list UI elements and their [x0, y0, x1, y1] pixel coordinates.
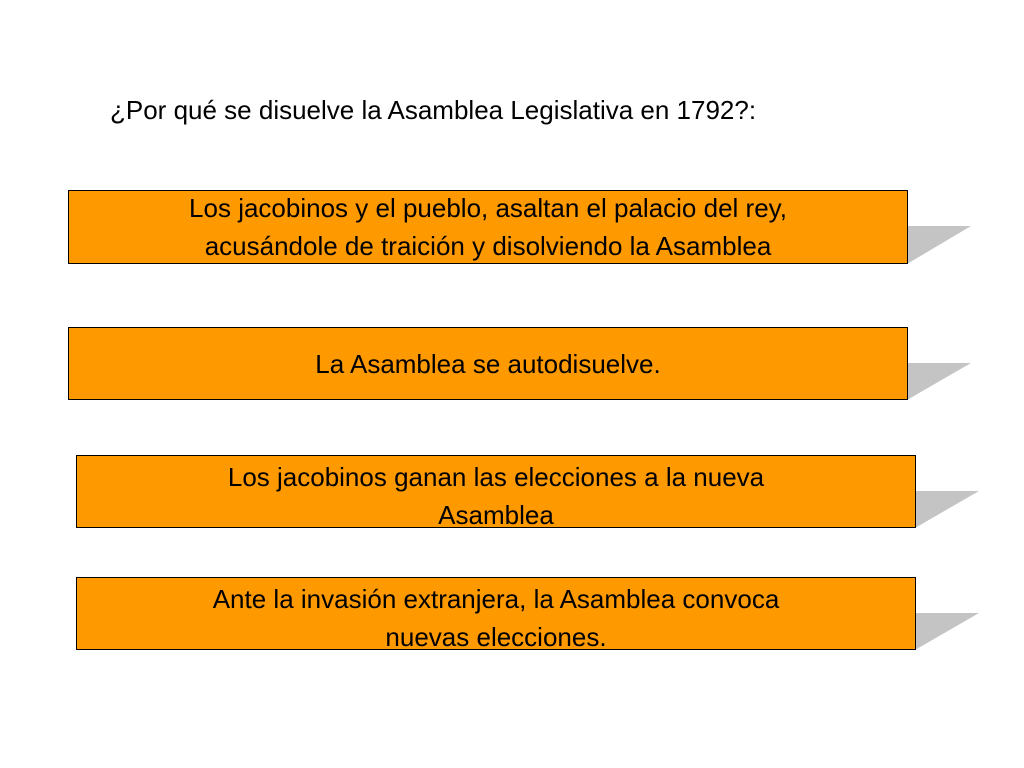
- answer-option-2-line-1: La Asamblea se autodisuelve.: [315, 348, 661, 379]
- answer-option-1[interactable]: [68, 190, 908, 264]
- answer-option-2[interactable]: [68, 327, 908, 400]
- option-2-shadow: [907, 363, 971, 400]
- option-4-shadow: [915, 613, 979, 650]
- answer-option-4-line-2: nuevas elecciones.: [385, 622, 607, 652]
- question-title: ¿Por qué se disuelve la Asamblea Legislativa en 1792?:: [110, 95, 757, 125]
- answer-option-2-text: [315, 345, 660, 383]
- answer-option-4[interactable]: [76, 577, 916, 650]
- answer-option-3-text: [228, 458, 764, 534]
- answer-option-1-line-1: Los jacobinos y el pueblo, asaltan el palacio del rey,: [189, 193, 787, 223]
- answer-option-3-line-1: Los jacobinos ganan las elecciones a la nueva: [227, 462, 765, 492]
- option-3-shadow: [915, 491, 979, 528]
- answer-option-3[interactable]: [76, 455, 916, 528]
- option-1-shadow: [907, 226, 971, 264]
- answer-option-4-text: [213, 580, 780, 656]
- answer-option-1-line-2: acusándole de traición y disolviendo la Asamblea: [204, 231, 772, 261]
- answer-option-3-line-2: Asamblea: [438, 500, 554, 530]
- answer-option-4-line-1: Ante la invasión extranjera, la Asamblea convoca: [212, 584, 780, 614]
- answer-option-1-text: [189, 189, 787, 265]
